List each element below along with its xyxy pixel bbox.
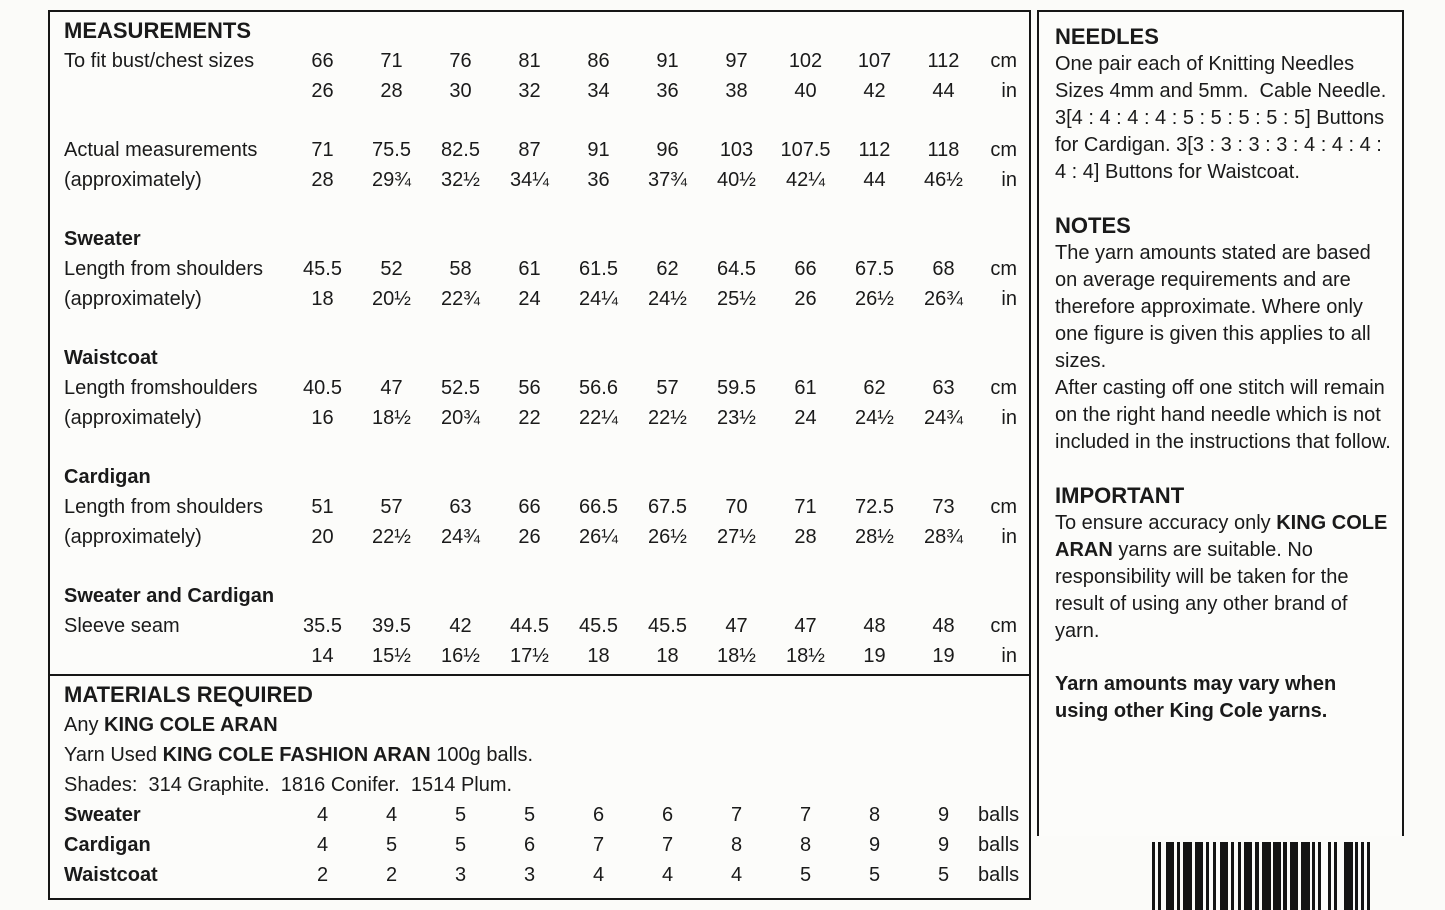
table-row bbox=[50, 860, 1029, 890]
size-value: 118 bbox=[927, 139, 960, 161]
size-value: 19 bbox=[863, 645, 886, 667]
size-value: 97 bbox=[725, 50, 748, 72]
table-row bbox=[50, 135, 1029, 165]
size-value: 45.5 bbox=[579, 615, 618, 637]
size-value: 20 bbox=[311, 526, 334, 548]
yarn-used-prefix: Yarn Used bbox=[64, 744, 163, 766]
row-label: Length from shoulders bbox=[64, 258, 264, 280]
unit-label: in bbox=[1001, 407, 1017, 429]
size-value: 28 bbox=[380, 80, 403, 102]
size-value: 71 bbox=[794, 496, 817, 518]
size-value: 47 bbox=[725, 615, 748, 637]
size-value: 6 bbox=[592, 804, 605, 826]
size-value: 22½ bbox=[648, 407, 687, 429]
size-value: 66 bbox=[311, 50, 334, 72]
size-value: 5 bbox=[385, 834, 398, 856]
row-label: Length from shoulders bbox=[64, 496, 264, 518]
section-heading: Sweater and Cardigan bbox=[64, 585, 275, 607]
size-value: 26¼ bbox=[579, 526, 618, 548]
size-value: 18½ bbox=[372, 407, 411, 429]
size-value: 4 bbox=[592, 864, 605, 886]
needles-title: NEEDLES bbox=[1055, 24, 1159, 49]
row-label: Waistcoat bbox=[64, 864, 158, 886]
size-value: 76 bbox=[449, 50, 472, 72]
size-value: 24¾ bbox=[924, 407, 963, 429]
size-value: 44.5 bbox=[510, 615, 549, 637]
size-value: 91 bbox=[656, 50, 679, 72]
unit-label: balls bbox=[978, 864, 1020, 886]
size-value: 18 bbox=[311, 288, 334, 310]
notes-para2: After casting off one stitch will remain on the right hand needle which is not included in the instructions that follow. bbox=[1055, 377, 1391, 453]
size-value: 8 bbox=[730, 834, 743, 856]
size-value: 47 bbox=[380, 377, 403, 399]
important-body bbox=[1055, 510, 1393, 645]
size-value: 70 bbox=[725, 496, 748, 518]
unit-label: in bbox=[1001, 288, 1017, 310]
size-value: 44 bbox=[932, 80, 955, 102]
notes-para1: The yarn amounts stated are based on average requirements and are therefore approximate. Where only one figure is given this applies to all sizes. bbox=[1055, 242, 1377, 372]
important-suffix: yarns are suitable. No responsibility will be taken for the result of using any other brand of yarn. bbox=[1055, 539, 1355, 642]
table-row bbox=[50, 800, 1029, 830]
size-value: 19 bbox=[932, 645, 955, 667]
size-value: 62 bbox=[863, 377, 886, 399]
size-value: 17½ bbox=[510, 645, 549, 667]
unit-label: balls bbox=[978, 804, 1020, 826]
size-value: 57 bbox=[380, 496, 403, 518]
size-value: 28 bbox=[794, 526, 817, 548]
measurements-section bbox=[50, 135, 1029, 195]
size-value: 24½ bbox=[855, 407, 894, 429]
size-value: 4 bbox=[730, 864, 743, 886]
size-value: 112 bbox=[858, 139, 891, 161]
size-value: 102 bbox=[788, 50, 823, 72]
size-value: 14 bbox=[311, 645, 334, 667]
size-value: 22¼ bbox=[579, 407, 618, 429]
size-value: 56.6 bbox=[579, 377, 618, 399]
size-value: 62 bbox=[656, 258, 679, 280]
size-value: 27½ bbox=[717, 526, 756, 548]
size-value: 47 bbox=[794, 615, 817, 637]
row-label: (approximately) bbox=[64, 407, 202, 429]
size-value: 6 bbox=[523, 834, 536, 856]
materials-table bbox=[50, 800, 1029, 890]
size-value: 28¾ bbox=[924, 526, 963, 548]
row-label: Sleeve seam bbox=[64, 615, 180, 637]
section-heading: Sweater bbox=[64, 228, 141, 250]
size-value: 5 bbox=[937, 864, 950, 886]
size-value: 45.5 bbox=[303, 258, 342, 280]
size-value: 40.5 bbox=[303, 377, 342, 399]
materials-any-line bbox=[50, 710, 1029, 740]
unit-label: cm bbox=[990, 496, 1017, 518]
measurements-box bbox=[48, 10, 1031, 676]
size-value: 30 bbox=[449, 80, 472, 102]
row-label: Sweater bbox=[64, 804, 141, 826]
size-value: 66 bbox=[518, 496, 541, 518]
materials-shades-line: Shades: 314 Graphite. 1816 Conifer. 1514 Plum. bbox=[64, 774, 513, 796]
size-value: 26½ bbox=[648, 526, 687, 548]
size-value: 24¾ bbox=[441, 526, 480, 548]
table-row bbox=[50, 403, 1029, 433]
table-row bbox=[50, 46, 1029, 76]
size-value: 2 bbox=[385, 864, 398, 886]
size-value: 48 bbox=[932, 615, 955, 637]
row-label: Actual measurements bbox=[64, 139, 258, 161]
size-value: 63 bbox=[449, 496, 472, 518]
size-value: 91 bbox=[587, 139, 610, 161]
size-value: 66.5 bbox=[579, 496, 618, 518]
section-heading: Waistcoat bbox=[64, 347, 158, 369]
size-value: 36 bbox=[587, 169, 610, 191]
measurements-section bbox=[50, 46, 1029, 106]
size-value: 22 bbox=[518, 407, 541, 429]
size-value: 6 bbox=[661, 804, 674, 826]
size-value: 67.5 bbox=[648, 496, 687, 518]
size-value: 20½ bbox=[372, 288, 411, 310]
size-value: 71 bbox=[311, 139, 334, 161]
size-value: 107 bbox=[857, 50, 892, 72]
size-value: 87 bbox=[518, 139, 541, 161]
size-value: 44 bbox=[863, 169, 886, 191]
measurements-section bbox=[50, 581, 1029, 671]
table-row bbox=[50, 611, 1029, 641]
row-label: Length fromshoulders bbox=[64, 377, 258, 399]
size-value: 52 bbox=[380, 258, 403, 280]
table-row bbox=[50, 641, 1029, 671]
size-value: 37¾ bbox=[648, 169, 687, 191]
row-label: Cardigan bbox=[64, 834, 151, 856]
table-row bbox=[50, 492, 1029, 522]
size-value: 36 bbox=[656, 80, 679, 102]
important-yarn-name: KING COLE ARAN bbox=[1055, 512, 1393, 561]
size-value: 5 bbox=[868, 864, 881, 886]
unit-label: cm bbox=[990, 258, 1017, 280]
size-value: 24½ bbox=[648, 288, 687, 310]
important-title: IMPORTANT bbox=[1055, 483, 1185, 508]
measurements-section bbox=[50, 462, 1029, 552]
size-value: 34 bbox=[587, 80, 610, 102]
size-value: 71 bbox=[380, 50, 403, 72]
size-value: 103 bbox=[719, 139, 754, 161]
barcode-image bbox=[1152, 842, 1380, 910]
size-value: 4 bbox=[316, 804, 329, 826]
size-value: 107.5 bbox=[780, 139, 831, 161]
size-value: 16½ bbox=[441, 645, 480, 667]
size-value: 4 bbox=[385, 804, 398, 826]
important-prefix: To ensure accuracy only bbox=[1055, 512, 1277, 534]
size-value: 61 bbox=[794, 377, 817, 399]
size-value: 61 bbox=[518, 258, 541, 280]
section-heading: Cardigan bbox=[64, 466, 151, 488]
size-value: 56 bbox=[518, 377, 541, 399]
size-value: 26 bbox=[311, 80, 334, 102]
size-value: 7 bbox=[661, 834, 674, 856]
size-value: 8 bbox=[799, 834, 812, 856]
yarn-warning: Yarn amounts may vary when using other King Cole yarns. bbox=[1055, 673, 1342, 722]
size-value: 24 bbox=[794, 407, 817, 429]
size-value: 39.5 bbox=[372, 615, 411, 637]
unit-label: in bbox=[1001, 169, 1017, 191]
size-value: 5 bbox=[454, 804, 467, 826]
size-value: 7 bbox=[730, 804, 743, 826]
size-value: 58 bbox=[449, 258, 472, 280]
size-value: 82.5 bbox=[441, 139, 480, 161]
size-value: 72.5 bbox=[855, 496, 894, 518]
row-label bbox=[50, 76, 288, 106]
size-value: 5 bbox=[454, 834, 467, 856]
size-value: 40½ bbox=[717, 169, 756, 191]
needles-buttons-line: 3[4 : 4 : 4 : 4 : 5 : 5 : 5 : 5 : 5] Buttons for Cardigan. 3[3 : 3 : 3 : 3 : 4 : 4 : 4 : 4 : 4] Buttons for Waistcoat. bbox=[1055, 107, 1390, 183]
size-value: 61.5 bbox=[579, 258, 618, 280]
size-value: 42 bbox=[449, 615, 472, 637]
size-value: 59.5 bbox=[717, 377, 756, 399]
size-value: 4 bbox=[661, 864, 674, 886]
size-value: 5 bbox=[799, 864, 812, 886]
size-value: 7 bbox=[799, 804, 812, 826]
unit-label: cm bbox=[990, 139, 1017, 161]
size-value: 32 bbox=[518, 80, 541, 102]
table-row bbox=[50, 165, 1029, 195]
size-value: 45.5 bbox=[648, 615, 687, 637]
table-row bbox=[50, 254, 1029, 284]
size-value: 51 bbox=[311, 496, 334, 518]
size-value: 3 bbox=[454, 864, 467, 886]
row-label: (approximately) bbox=[64, 288, 202, 310]
size-value: 24 bbox=[518, 288, 541, 310]
size-value: 22¾ bbox=[441, 288, 480, 310]
unit-label: in bbox=[1001, 526, 1017, 548]
side-panel bbox=[1037, 10, 1404, 836]
size-value: 67.5 bbox=[855, 258, 894, 280]
yarn-used-name: KING COLE FASHION ARAN bbox=[162, 744, 431, 766]
notes-title: NOTES bbox=[1055, 213, 1131, 238]
size-value: 20¾ bbox=[441, 407, 480, 429]
measurements-table bbox=[50, 46, 1029, 671]
unit-label: balls bbox=[978, 834, 1020, 856]
size-value: 15½ bbox=[372, 645, 411, 667]
size-value: 9 bbox=[868, 834, 881, 856]
size-value: 42¼ bbox=[786, 169, 825, 191]
unit-label: cm bbox=[990, 615, 1017, 637]
size-value: 42 bbox=[863, 80, 886, 102]
size-value: 34¼ bbox=[510, 169, 549, 191]
size-value: 35.5 bbox=[303, 615, 342, 637]
size-value: 40 bbox=[794, 80, 817, 102]
row-label: (approximately) bbox=[64, 526, 202, 548]
size-value: 9 bbox=[937, 804, 950, 826]
size-value: 18 bbox=[587, 645, 610, 667]
row-label: (approximately) bbox=[64, 169, 202, 191]
size-value: 73 bbox=[932, 496, 955, 518]
row-label bbox=[50, 641, 288, 671]
size-value: 26½ bbox=[855, 288, 894, 310]
needles-body: One pair each of Knitting Needles Sizes 4mm and 5mm. Cable Needle. bbox=[1055, 53, 1387, 102]
unit-label: cm bbox=[990, 377, 1017, 399]
size-value: 24¼ bbox=[579, 288, 618, 310]
size-value: 29¾ bbox=[372, 169, 411, 191]
table-row bbox=[50, 830, 1029, 860]
size-value: 9 bbox=[937, 834, 950, 856]
size-value: 66 bbox=[794, 258, 817, 280]
size-value: 18½ bbox=[717, 645, 756, 667]
size-value: 48 bbox=[863, 615, 886, 637]
materials-box bbox=[48, 674, 1031, 900]
size-value: 5 bbox=[523, 804, 536, 826]
size-value: 63 bbox=[932, 377, 955, 399]
materials-yarn-line bbox=[50, 740, 1029, 770]
size-value: 28 bbox=[311, 169, 334, 191]
any-yarn-name: KING COLE ARAN bbox=[104, 714, 278, 736]
size-value: 68 bbox=[932, 258, 955, 280]
size-value: 26 bbox=[794, 288, 817, 310]
size-value: 86 bbox=[587, 50, 610, 72]
size-value: 52.5 bbox=[441, 377, 480, 399]
size-value: 26¾ bbox=[924, 288, 963, 310]
measurements-section bbox=[50, 224, 1029, 314]
unit-label: in bbox=[1001, 645, 1017, 667]
any-prefix: Any bbox=[64, 714, 105, 736]
unit-label: in bbox=[1001, 80, 1017, 102]
table-row bbox=[50, 373, 1029, 403]
table-row bbox=[50, 76, 1029, 106]
size-value: 3 bbox=[523, 864, 536, 886]
row-label: To fit bust/chest sizes bbox=[64, 50, 255, 72]
materials-title: MATERIALS REQUIRED bbox=[64, 682, 313, 707]
size-value: 22½ bbox=[372, 526, 411, 548]
barcode bbox=[1152, 842, 1380, 910]
table-row bbox=[50, 284, 1029, 314]
size-value: 23½ bbox=[717, 407, 756, 429]
size-value: 57 bbox=[656, 377, 679, 399]
size-value: 25½ bbox=[717, 288, 756, 310]
measurements-section bbox=[50, 343, 1029, 433]
yarn-used-suffix: 100g balls. bbox=[430, 744, 534, 766]
size-value: 2 bbox=[316, 864, 329, 886]
size-value: 32½ bbox=[441, 169, 480, 191]
size-value: 75.5 bbox=[372, 139, 411, 161]
size-value: 18 bbox=[656, 645, 679, 667]
size-value: 7 bbox=[592, 834, 605, 856]
size-value: 46½ bbox=[924, 169, 963, 191]
size-value: 38 bbox=[725, 80, 748, 102]
measurements-title: MEASUREMENTS bbox=[64, 18, 252, 43]
size-value: 81 bbox=[518, 50, 541, 72]
size-value: 64.5 bbox=[717, 258, 756, 280]
unit-label: cm bbox=[990, 50, 1017, 72]
size-value: 112 bbox=[927, 50, 960, 72]
size-value: 16 bbox=[311, 407, 334, 429]
table-row bbox=[50, 522, 1029, 552]
size-value: 18½ bbox=[786, 645, 825, 667]
size-value: 8 bbox=[868, 804, 881, 826]
size-value: 4 bbox=[316, 834, 329, 856]
size-value: 96 bbox=[656, 139, 679, 161]
size-value: 28½ bbox=[855, 526, 894, 548]
size-value: 26 bbox=[518, 526, 541, 548]
